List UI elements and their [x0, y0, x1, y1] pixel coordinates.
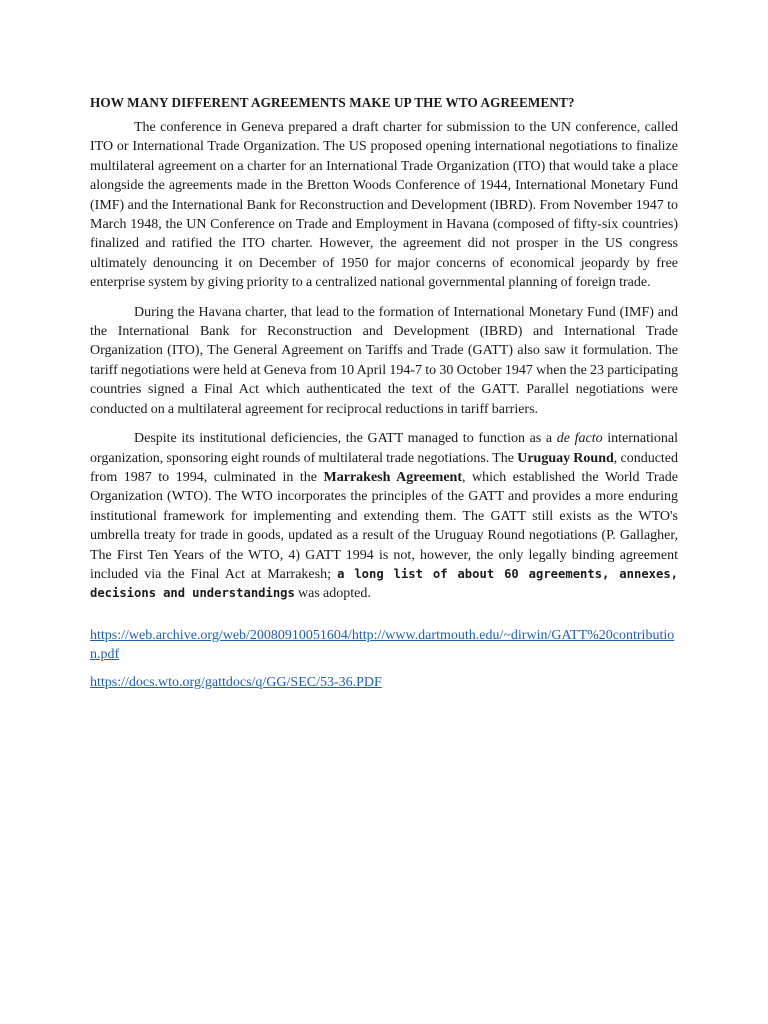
p3-text-5: was adopted. [294, 586, 371, 602]
reference-link-wto-docs[interactable]: https://docs.wto.org/gattdocs/q/GG/SEC/53-36.PDF [90, 674, 382, 690]
p3-bold-agreements-list: a long list of about 60 agreements, annexes, decisions and understandings [90, 566, 679, 601]
p3-italic-de-facto: de facto [556, 431, 603, 447]
reference-link-dartmouth[interactable]: https://web.archive.org/web/20080910051604/http://www.dartmouth.edu/~dirwin/GATT%20contribution.pdf [90, 627, 675, 663]
document-page [90, 94, 678, 700]
reference-links [90, 626, 678, 692]
paragraph-1: The conference in Geneva prepared a draft charter for submission to the UN conference, called ITO or International Trade Organization. The US proposed opening international negotiations to finalize multilateral agreement on a charter for an International Trade Organization (ITO) that would take a place alongside the agreements made in the Bretton Woods Conference of 1944, International Monetary Fund (IMF) and the International Bank for Reconstruction and Development (IBRD). From November 1947 to March 1948, the UN Conference on Trade and Employment in Havana (composed of fifty-six countries) finalized and ratified the ITO charter. However, the agreement did not prosper in the US congress ultimately denouncing it on December of 1950 for major concerns of economical jeopardy by free enterprise system by giving priority to a centralized national governmental planning of foreign trade. [90, 120, 678, 291]
p3-text-1: Despite its institutional deficiencies, the GATT managed to function as a [134, 431, 557, 447]
p3-text-3: , conducted from 1987 to 1994, culminated in the [90, 450, 679, 485]
p3-bold-marrakesh-agreement: Marrakesh Agreement [323, 469, 462, 485]
p3-text-2: international organization, sponsoring eight rounds of multilateral trade negotiations. The [90, 431, 678, 466]
p3-text-4: , which established the World Trade Organization (WTO). The WTO incorporates the principles of the GATT and provides a more enduring institutional framework for implementing and extending them. The GATT still exists as the WTO's umbrella treaty for trade in goods, updated as a result of the Uruguay Round negotiations (P. Gallagher, The First Ten Years of the WTO, 4) GATT 1994 is not, however, the only legally binding agreement included via the Final Act at Marrakesh; [90, 469, 678, 582]
document-title: HOW MANY DIFFERENT AGREEMENTS MAKE UP THE WTO AGREEMENT? [90, 95, 575, 110]
paragraph-2: During the Havana charter, that lead to the formation of International Monetary Fund (IMF) and the International Bank for Reconstruction and Development (IBRD) and International Trade Organization (ITO), The General Agreement on Tariffs and Trade (GATT) also saw it formulation. The tariff negotiations were held at Geneva from 10 April 194-7 to 30 October 1947 when the 23 participating countries signed a Final Act which authenticated the text of the GATT. Parallel negotiations were conducted on a multilateral agreement for reciprocal reductions in tariff barriers. [90, 304, 678, 417]
p3-bold-uruguay-round: Uruguay Round [517, 450, 614, 466]
paragraph-3 [90, 429, 678, 604]
